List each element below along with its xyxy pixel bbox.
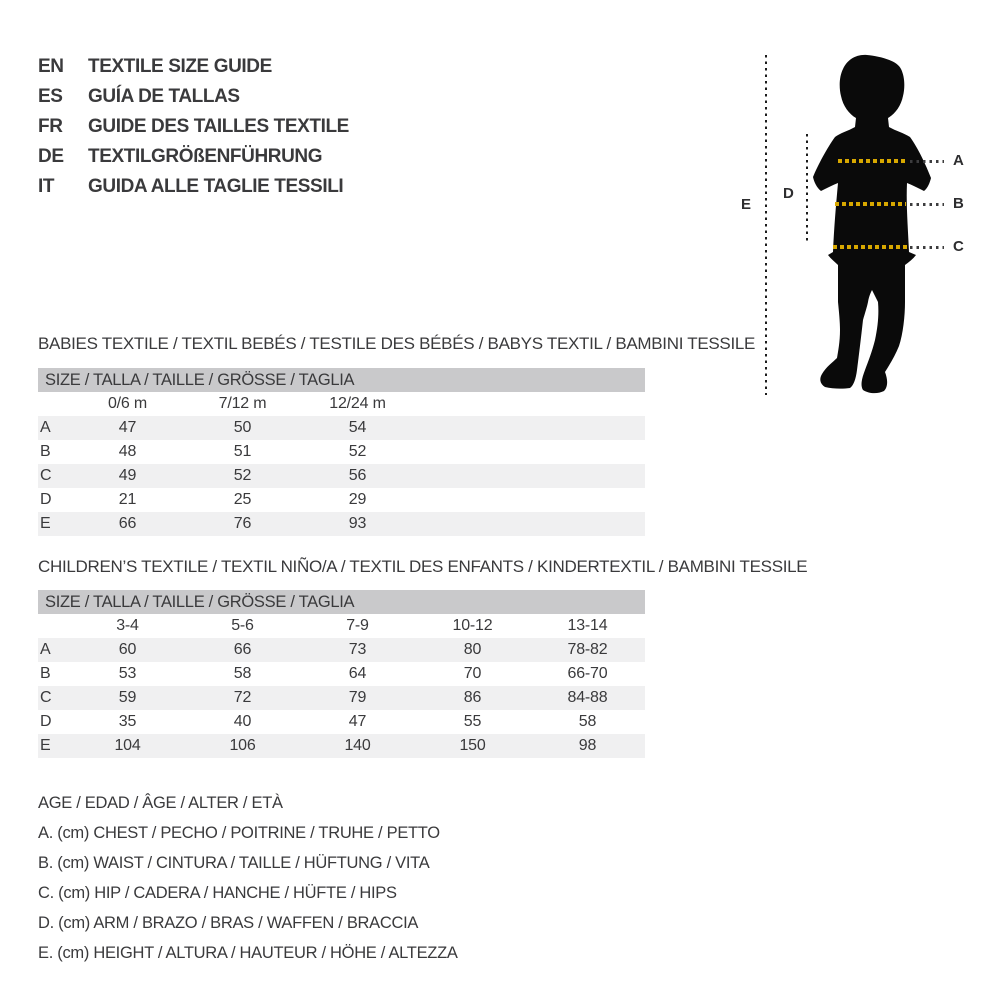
children-cell: 47 xyxy=(348,713,367,730)
hip-leader-line-c xyxy=(910,246,944,249)
children-cell: 73 xyxy=(348,641,367,658)
babies-cell: 25 xyxy=(233,491,252,508)
language-title-list xyxy=(38,52,349,202)
children-cell: 58 xyxy=(233,665,252,682)
babies-cell: 21 xyxy=(118,491,137,508)
children-cell: 58 xyxy=(578,713,597,730)
children-cell: 106 xyxy=(229,737,256,754)
waist-leader-line-b xyxy=(910,203,944,206)
children-corner-cell xyxy=(38,614,70,638)
table-row xyxy=(38,440,645,464)
babies-size-header-bar: SIZE / TALLA / TAILLE / GRÖSSE / TAGLIA xyxy=(38,368,645,392)
children-cell: 40 xyxy=(233,713,252,730)
children-cell: 98 xyxy=(578,737,597,754)
babies-cell: 51 xyxy=(233,443,252,460)
figure-label-d: D xyxy=(783,185,794,202)
babies-cell-empty xyxy=(415,440,530,464)
table-row xyxy=(38,686,645,710)
height-measure-line-e xyxy=(765,55,767,395)
children-cell: 70 xyxy=(463,665,482,682)
measurement-legend xyxy=(38,788,458,968)
legend-arm: D. (cm) ARM / BRAZO / BRAS / WAFFEN / BRACCIA xyxy=(38,914,419,932)
babies-section-heading: BABIES TEXTILE / TEXTIL BEBÉS / TESTILE DES BÉBÉS / BABYS TEXTIL / BAMBINI TESSILE xyxy=(38,334,756,353)
children-cell: 35 xyxy=(118,713,137,730)
babies-cell: 66 xyxy=(118,515,137,532)
table-row xyxy=(38,734,645,758)
children-size-header-bar: SIZE / TALLA / TAILLE / GRÖSSE / TAGLIA xyxy=(38,590,645,614)
babies-cell-empty xyxy=(415,488,530,512)
babies-cell: 54 xyxy=(348,419,367,436)
chest-dash-line-a xyxy=(838,159,906,163)
legend-age: AGE / EDAD / ÂGE / ALTER / ETÀ xyxy=(38,794,283,812)
lang-code-it: IT xyxy=(38,176,55,197)
children-cell: 72 xyxy=(233,689,252,706)
children-cell: 104 xyxy=(114,737,141,754)
babies-cell-empty xyxy=(530,440,645,464)
children-cell: 60 xyxy=(118,641,137,658)
children-section-heading: CHILDREN’S TEXTILE / TEXTIL NIÑO/A / TEXTIL DES ENFANTS / KINDERTEXTIL / BAMBINI TESSILE xyxy=(38,557,808,576)
legend-hip: C. (cm) HIP / CADERA / HANCHE / HÜFTE / HIPS xyxy=(38,884,397,902)
children-col-13-14: 13-14 xyxy=(567,617,608,634)
babies-col-0-6m: 0/6 m xyxy=(107,395,148,412)
children-cell: 59 xyxy=(118,689,137,706)
babies-col-12-24m: 12/24 m xyxy=(329,395,386,412)
lang-code-es: ES xyxy=(38,86,63,107)
children-row-label-b: B xyxy=(40,665,51,682)
figure-label-b: B xyxy=(953,195,964,212)
table-row xyxy=(38,662,645,686)
babies-cell: 76 xyxy=(233,515,252,532)
children-cell: 80 xyxy=(463,641,482,658)
children-cell: 84-88 xyxy=(567,689,608,706)
figure-label-e: E xyxy=(741,196,751,213)
lang-row-de xyxy=(38,142,349,172)
babies-row-label-c: C xyxy=(40,467,52,484)
babies-cell: 47 xyxy=(118,419,137,436)
lang-row-es xyxy=(38,82,349,112)
children-col-10-12: 10-12 xyxy=(452,617,493,634)
babies-col-7-12m: 7/12 m xyxy=(218,395,267,412)
children-cell: 79 xyxy=(348,689,367,706)
babies-col-empty-2 xyxy=(530,392,645,416)
babies-cell: 29 xyxy=(348,491,367,508)
table-row xyxy=(38,710,645,734)
children-col-5-6: 5-6 xyxy=(231,617,254,634)
children-row-label-a: A xyxy=(40,641,51,658)
lang-row-it xyxy=(38,172,349,202)
babies-cell-empty xyxy=(415,416,530,440)
babies-cell: 49 xyxy=(118,467,137,484)
lang-row-en xyxy=(38,52,349,82)
lang-code-fr: FR xyxy=(38,116,63,137)
figure-label-a: A xyxy=(953,152,964,169)
babies-cell-empty xyxy=(530,512,645,536)
babies-cell-empty xyxy=(415,512,530,536)
babies-cell: 52 xyxy=(348,443,367,460)
babies-cell: 48 xyxy=(118,443,137,460)
babies-row-label-b: B xyxy=(40,443,51,460)
children-row-label-c: C xyxy=(40,689,52,706)
lang-row-fr xyxy=(38,112,349,142)
children-cell: 64 xyxy=(348,665,367,682)
lang-code-de: DE xyxy=(38,146,64,167)
babies-cell-empty xyxy=(530,464,645,488)
children-cell: 66-70 xyxy=(567,665,608,682)
child-silhouette xyxy=(805,52,940,397)
babies-cell: 52 xyxy=(233,467,252,484)
children-cell: 150 xyxy=(459,737,486,754)
children-cell: 55 xyxy=(463,713,482,730)
figure-label-c: C xyxy=(953,238,964,255)
table-row xyxy=(38,416,645,440)
babies-cell: 50 xyxy=(233,419,252,436)
lang-code-en: EN xyxy=(38,56,64,77)
legend-waist: B. (cm) WAIST / CINTURA / TAILLE / HÜFTUNG / VITA xyxy=(38,854,430,872)
children-cell: 86 xyxy=(463,689,482,706)
babies-cell: 56 xyxy=(348,467,367,484)
lang-title-it: GUIDA ALLE TAGLIE TESSILI xyxy=(88,176,344,197)
babies-cell-empty xyxy=(530,416,645,440)
babies-cell-empty xyxy=(530,488,645,512)
hip-dash-line-c xyxy=(833,245,907,249)
chest-leader-line-a xyxy=(910,160,944,163)
babies-cell-empty xyxy=(415,464,530,488)
table-row xyxy=(38,638,645,662)
children-column-header-row xyxy=(38,614,645,638)
children-col-3-4: 3-4 xyxy=(116,617,139,634)
children-cell: 53 xyxy=(118,665,137,682)
babies-size-table xyxy=(38,392,645,536)
lang-title-en: TEXTILE SIZE GUIDE xyxy=(88,56,272,77)
table-row xyxy=(38,488,645,512)
children-row-label-d: D xyxy=(40,713,52,730)
babies-row-label-a: A xyxy=(40,419,51,436)
children-size-table xyxy=(38,614,645,758)
waist-dash-line-b xyxy=(835,202,906,206)
lang-title-fr: GUIDE DES TAILLES TEXTILE xyxy=(88,116,349,137)
table-row xyxy=(38,512,645,536)
babies-corner-cell xyxy=(38,392,70,416)
children-cell: 66 xyxy=(233,641,252,658)
babies-row-label-d: D xyxy=(40,491,52,508)
children-cell: 78-82 xyxy=(567,641,608,658)
legend-height: E. (cm) HEIGHT / ALTURA / HAUTEUR / HÖHE / ALTEZZA xyxy=(38,944,458,962)
lang-title-es: GUÍA DE TALLAS xyxy=(88,86,240,107)
lang-title-de: TEXTILGRÖßENFÜHRUNG xyxy=(88,146,323,167)
children-row-label-e: E xyxy=(40,737,51,754)
legend-chest: A. (cm) CHEST / PECHO / POITRINE / TRUHE / PETTO xyxy=(38,824,440,842)
babies-cell: 93 xyxy=(348,515,367,532)
babies-col-empty-1 xyxy=(415,392,530,416)
table-row xyxy=(38,464,645,488)
babies-column-header-row xyxy=(38,392,645,416)
children-cell: 140 xyxy=(344,737,371,754)
children-col-7-9: 7-9 xyxy=(346,617,369,634)
babies-row-label-e: E xyxy=(40,515,51,532)
